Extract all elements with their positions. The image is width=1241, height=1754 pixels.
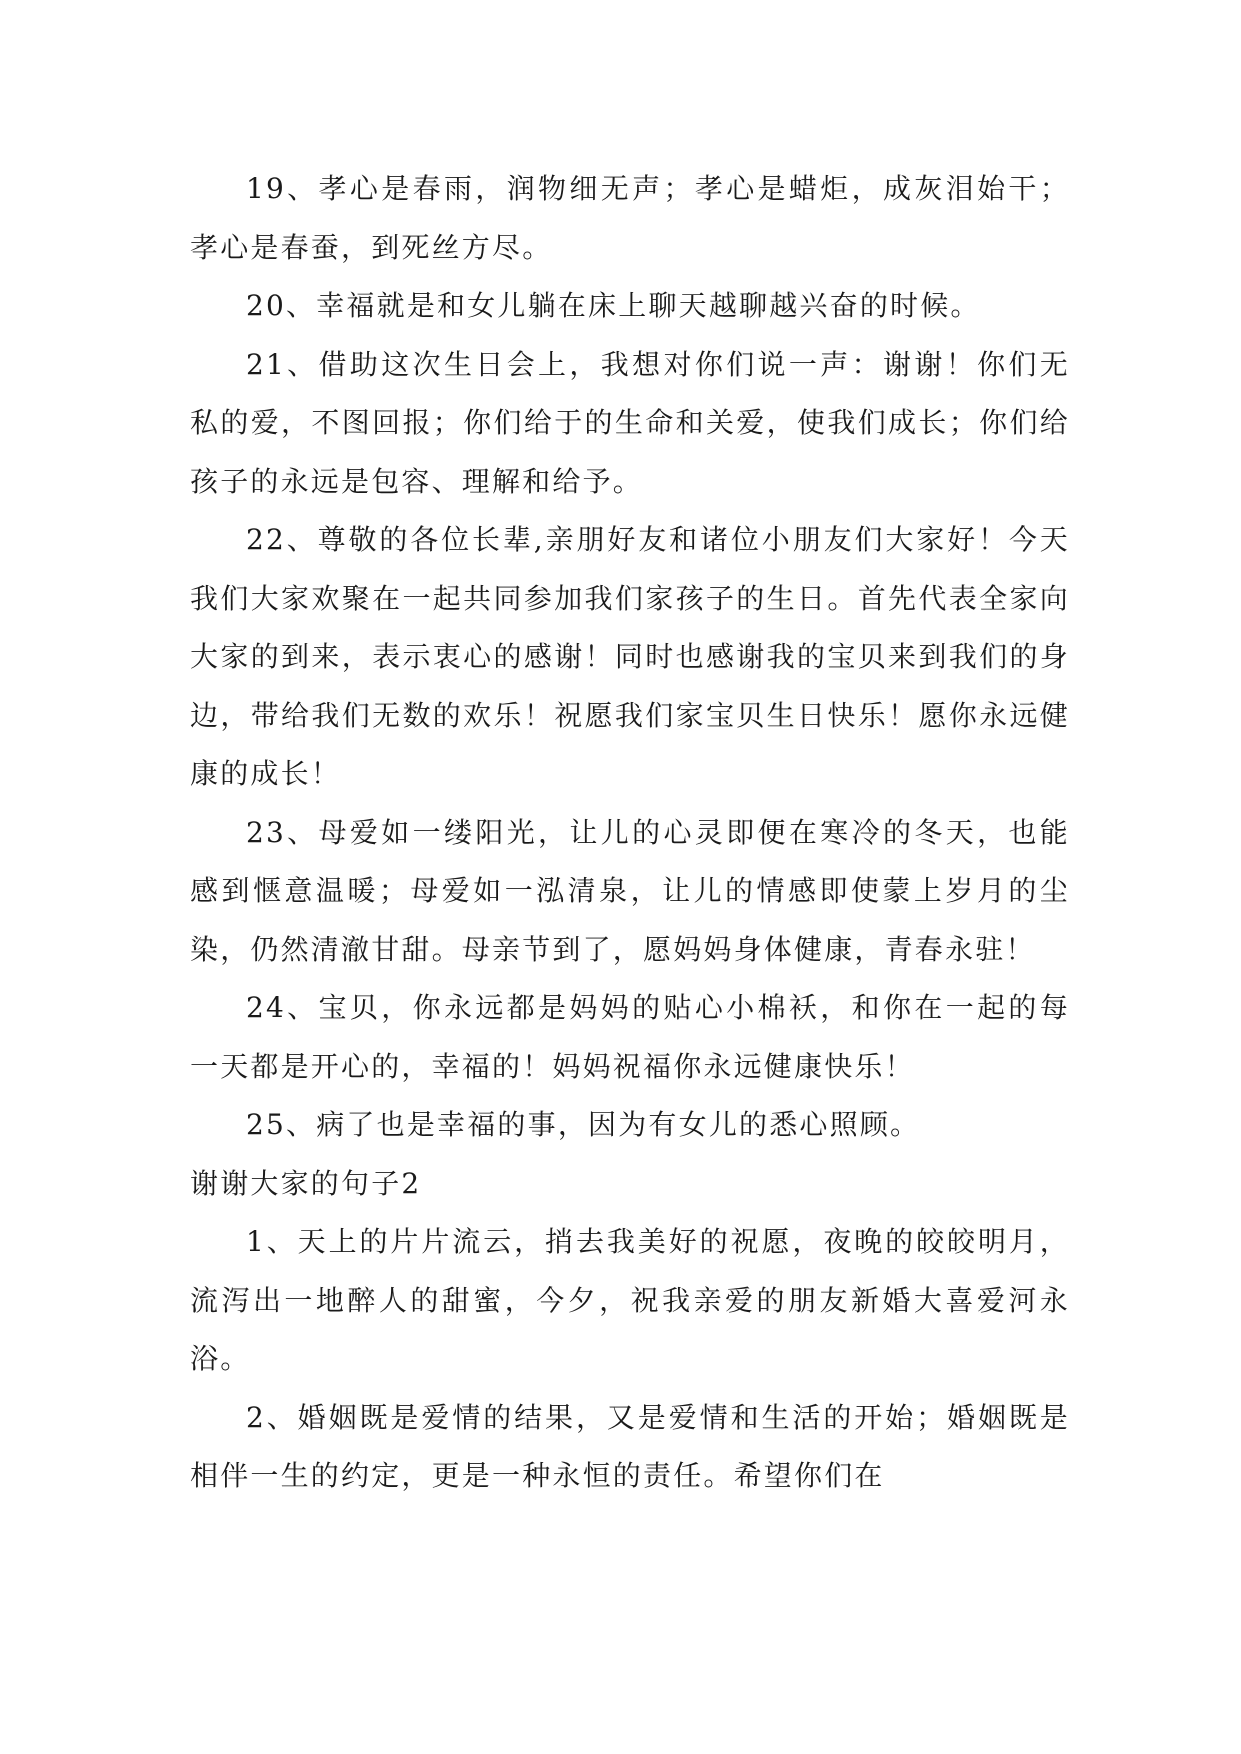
- document-body: [190, 160, 1070, 1506]
- paragraph-2: 2、婚姻既是爱情的结果，又是爱情和生活的开始；婚姻既是相伴一生的约定，更是一种永恒的责任。希望你们在: [190, 1400, 1070, 1492]
- paragraph-21: 21、借助这次生日会上，我想对你们说一声：谢谢！你们无私的爱，不图回报；你们给于的生命和关爱，使我们成长；你们给孩子的永远是包容、理解和给予。: [190, 347, 1070, 498]
- paragraph-19: 19、孝心是春雨，润物细无声；孝心是蜡炬，成灰泪始干；孝心是春蚕，到死丝方尽。: [190, 172, 1070, 264]
- section-heading: 谢谢大家的句子2: [190, 1166, 422, 1200]
- paragraph-1: 1、天上的片片流云，捎去我美好的祝愿，夜晚的皎皎明月，流泻出一地醉人的甜蜜，今夕，祝我亲爱的朋友新婚大喜爱河永浴。: [190, 1225, 1070, 1375]
- paragraph-22: 22、尊敬的各位长辈,亲朋好友和诸位小朋友们大家好！今天我们大家欢聚在一起共同参加我们家孩子的生日。首先代表全家向大家的到来，表示衷心的感谢！同时也感谢我的宝贝来到我们的身边，带给我们无数的欢乐！祝愿我们家宝贝生日快乐！愿你永远健康的成长！: [190, 523, 1070, 790]
- paragraph-23: 23、母爱如一缕阳光，让儿的心灵即便在寒冷的冬天，也能感到惬意温暖；母爱如一泓清泉，让儿的情感即使蒙上岁月的尘染，仍然清澈甘甜。母亲节到了，愿妈妈身体健康，青春永驻！: [190, 815, 1070, 966]
- paragraph-25: 25、病了也是幸福的事，因为有女儿的悉心照顾。: [246, 1108, 921, 1141]
- paragraph-24: 24、宝贝，你永远都是妈妈的贴心小棉袄，和你在一起的每一天都是开心的，幸福的！妈妈祝福你永远健康快乐！: [190, 991, 1070, 1083]
- paragraph-20: 20、幸福就是和女儿躺在床上聊天越聊越兴奋的时候。: [246, 289, 981, 322]
